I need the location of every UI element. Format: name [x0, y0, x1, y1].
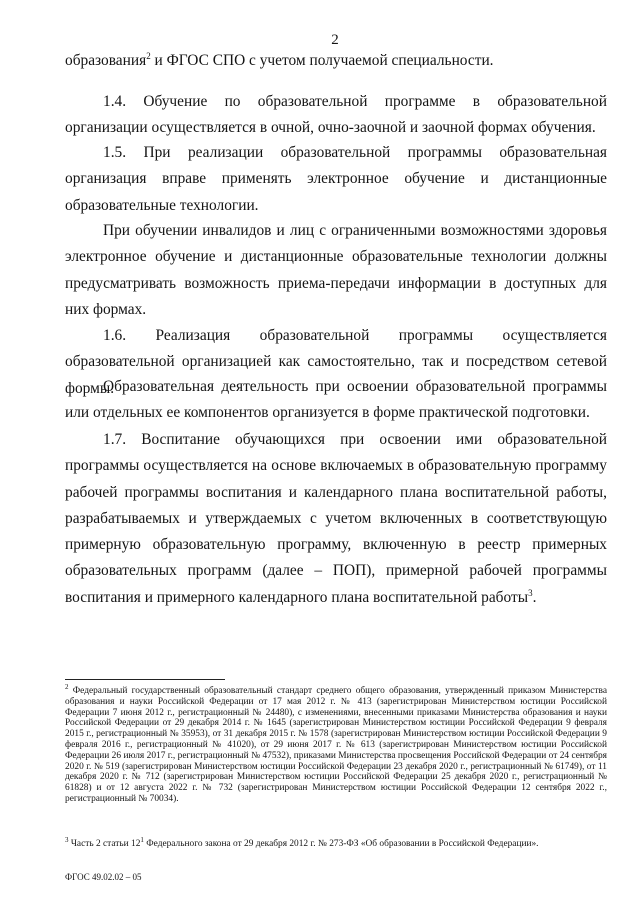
paragraph-text: 1.7. Воспитание обучающихся при освоении ими образовательной программы осуществляется на основе включаемых в образовательную программу рабочей программы воспитания и календарного плана воспитательной работы, разрабатываемых и утверждаемых с учетом включенных в соответствующую примерную образовательную программу, включенную в реестр примерных образовательных программ (далее – ПОП), примерной рабочей программы воспитания и примерного календарного плана воспитательной работы — [65, 431, 607, 606]
page-number: 2 — [331, 32, 339, 48]
footnote-separator — [65, 679, 225, 680]
paragraph-practical-training: Образовательная деятельность при освоении образовательной программы или отдельных ее компонентов организуется в форме практической подготовки. — [65, 378, 607, 422]
paragraph-continuation — [65, 48, 607, 74]
footnote-text: Часть 2 статьи 12 — [68, 839, 141, 849]
footnote-text-tail: Федерального закона от 29 декабря 2012 г. № 273-ФЗ «Об образовании в Российской Федерации». — [143, 839, 539, 849]
paragraph-tail: . — [532, 588, 537, 606]
paragraph-disabled-learners: При обучении инвалидов и лиц с ограниченными возможностями здоровья электронное обучение и дистанционные образовательные технологии должны предусматривать возможность приема-передачи информации в доступных для них формах. — [65, 222, 607, 318]
footnote-ref-2[interactable]: 2 — [146, 50, 151, 61]
paragraph-1-4: 1.4. Обучение по образовательной программе в образовательной организации осуществляется в очной, очно-заочной и заочной формах обучения. — [65, 93, 607, 137]
document-code: ФГОС 49.02.02 – 05 — [65, 872, 142, 882]
footnote-mark: 3 — [65, 835, 69, 844]
footnote-3 — [65, 835, 607, 850]
paragraph-1-5: 1.5. При реализации образовательной программы образовательная организация вправе применять электронное обучение и дистанционные образовательные технологии. — [65, 144, 607, 214]
paragraph-text: образования — [65, 52, 147, 69]
footnote-inner-sup: 1 — [140, 835, 144, 844]
paragraph-1-6: 1.6. Реализация образовательной программы осуществляется образовательной организацией как самостоятельно, так и посредством сетевой формы. — [65, 327, 607, 397]
paragraph-1-7 — [65, 427, 607, 611]
paragraph-tail: и ФГОС СПО с учетом получаемой специальности. — [150, 52, 494, 69]
footnote-ref-3[interactable]: 3 — [528, 587, 533, 598]
footnote-text: Федеральный государственный образовательный стандарт среднего общего образования, утвержденный приказом Министерства образования и науки Российской Федерации от 17 мая 2012 г. № 413 (зарегистрирован Министерством юстиции Российской Федерации 7 июня 2012 г., регистрационный № 24480), с изменениями, внесенными приказами Министерства образования и науки Российской Федерации от 29 декабря 2014 г. № 1645 (зарегистрирован Министерством юстиции Российской Федерации 9 февраля 2015 г., регистрационный № 35953), от 31 декабря 2015 г. № 1578 (зарегистрирован Министерством юстиции Российской Федерации 9 февраля 2016 г., регистрационный № 41020), от 29 июня 2017 г. № 613 (зарегистрирован Министерством юстиции Российской Федерации 26 июля 2017 г., регистрационный № 47532), приказами Министерства просвещения Российской Федерации от 24 сентября 2020 г. № 519 (зарегистрирован Министерством юстиции Российской Федерации 23 декабря 2020 г., регистрационный № 61749), от 11 декабря 2020 г. № 712 (зарегистрирован Министерством юстиции Российской Федерации 25 декабря 2020 г., регистрационный № 61828) и от 12 августа 2022 г. № 732 (зарегистрирован Министерством юстиции Российской Федерации 12 сентября 2022 г., регистрационный № 70034). — [65, 686, 607, 804]
footnote-mark: 2 — [65, 682, 69, 691]
footnote-2 — [65, 682, 607, 805]
